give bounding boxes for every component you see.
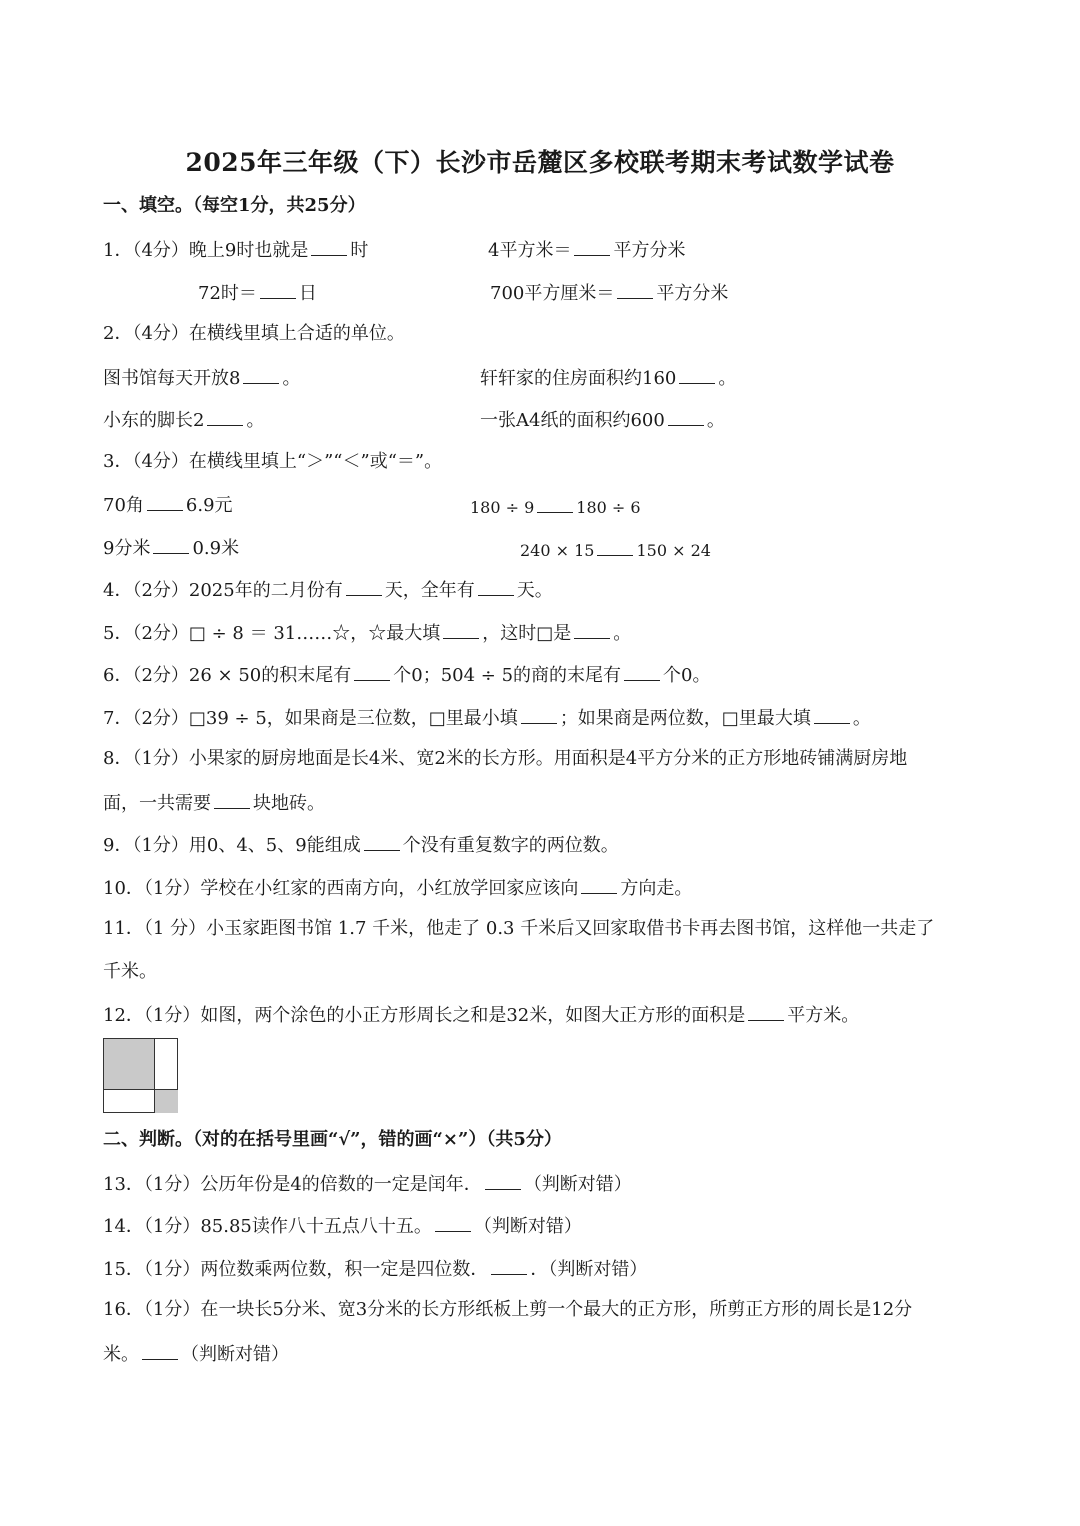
question-14 (103, 1213, 582, 1239)
shaded-square-large (104, 1039, 155, 1090)
question-text: 240 × 15 (520, 541, 595, 560)
question-text: 4平方米＝ (488, 240, 572, 261)
answer-blank[interactable] (597, 537, 633, 556)
question-text: 个0。 (663, 665, 711, 686)
question-text: 图书馆每天开放8 (103, 368, 241, 389)
question-text: 轩轩家的住房面积约160 (480, 368, 677, 389)
question-2d (480, 407, 725, 433)
answer-blank[interactable] (679, 365, 715, 384)
question-text: 180 ÷ 9 (470, 498, 535, 517)
question-11-line2: 千米。 (103, 961, 157, 982)
answer-blank[interactable] (581, 875, 617, 894)
question-text: 72时＝ (198, 283, 257, 304)
question-text: 米。 (103, 1344, 139, 1365)
question-2a (103, 365, 300, 391)
question-text: 个没有重复数字的两位数。 (402, 835, 619, 856)
square-figure (103, 1038, 178, 1113)
question-text: 块地砖。 (253, 793, 325, 814)
question-text: 日 (298, 283, 317, 304)
question-text: 0.9米 (192, 538, 240, 559)
question-3a (103, 492, 233, 518)
answer-blank[interactable] (574, 620, 610, 639)
question-text: 9．（1分）用0、4、5、9能组成 (103, 835, 361, 856)
answer-blank[interactable] (243, 365, 279, 384)
answer-blank[interactable] (435, 1213, 471, 1232)
answer-blank[interactable] (346, 577, 382, 596)
question-text: 天，全年有 (384, 580, 475, 601)
page-title: 2025年三年级（下）长沙市岳麓区多校联考期末考试数学试卷 (185, 148, 895, 177)
answer-blank[interactable] (443, 620, 479, 639)
question-7 (103, 705, 871, 731)
question-6 (103, 662, 711, 688)
question-1a (103, 237, 368, 263)
question-10 (103, 875, 692, 901)
question-text: 时 (350, 240, 369, 261)
question-1b (488, 237, 685, 263)
question-3-stem: 3．（4分）在横线里填上“＞”“＜”或“＝”。 (103, 451, 443, 472)
answer-blank[interactable] (748, 1002, 784, 1021)
question-text: 7．（2分）□39 ÷ 5，如果商是三位数，□里最小填 (103, 708, 518, 729)
answer-blank[interactable] (521, 705, 557, 724)
question-2-stem: 2．（4分）在横线里填上合适的单位。 (103, 323, 405, 344)
question-text: （判断对错） (181, 1344, 289, 1365)
question-text: 5．（2分）□ ÷ 8 ＝ 31……☆，☆最大填 (103, 623, 441, 644)
answer-blank[interactable] (478, 577, 514, 596)
question-text: 14．（1分）85.85读作八十五点八十五。 (103, 1216, 432, 1237)
question-text: 180 ÷ 6 (576, 498, 641, 517)
question-2b (480, 365, 736, 391)
question-text: （判断对错） (473, 1216, 582, 1237)
question-text: 方向走。 (620, 878, 693, 899)
question-text: 。 (852, 708, 871, 729)
question-text: 9分米 (103, 538, 151, 559)
answer-blank[interactable] (491, 1256, 527, 1275)
question-12 (103, 1002, 859, 1028)
answer-blank[interactable] (485, 1171, 521, 1190)
question-13 (103, 1171, 632, 1197)
answer-blank[interactable] (668, 407, 704, 426)
answer-blank[interactable] (153, 535, 189, 554)
question-text: 。 (718, 368, 737, 389)
question-1d (490, 280, 728, 306)
answer-blank[interactable] (311, 237, 347, 256)
question-text: 13．（1分）公历年份是4的倍数的一定是闰年． (103, 1174, 482, 1195)
shaded-square-small (154, 1089, 178, 1113)
answer-blank[interactable] (260, 280, 296, 299)
question-text: 70角 (103, 495, 144, 516)
question-3c (103, 535, 239, 561)
question-2c (103, 407, 264, 433)
question-text: 小东的脚长2 (103, 410, 205, 431)
answer-blank[interactable] (214, 790, 250, 809)
question-3b (470, 494, 641, 520)
question-text: 700平方厘米＝ (490, 283, 615, 304)
question-text: 个0；504 ÷ 5的商的末尾有 (393, 665, 622, 686)
question-8-line2 (103, 790, 325, 816)
answer-blank[interactable] (354, 662, 390, 681)
question-text: ，这时□是 (482, 623, 572, 644)
answer-blank[interactable] (624, 662, 660, 681)
question-16-line1: 16．（1分）在一块长5分米、宽3分米的长方形纸板上剪一个最大的正方形，所剪正方形的周长是12分 (103, 1299, 913, 1320)
question-text: ．（判断对错） (530, 1259, 648, 1280)
question-text: 。 (706, 410, 725, 431)
answer-blank[interactable] (617, 280, 653, 299)
question-text: ；如果商是两位数，□里最大填 (559, 708, 811, 729)
answer-blank[interactable] (814, 705, 850, 724)
question-text: 平方分米 (613, 240, 686, 261)
answer-blank[interactable] (574, 237, 610, 256)
question-5 (103, 620, 631, 646)
question-text: 4．（2分）2025年的二月份有 (103, 580, 343, 601)
question-text: 一张A4纸的面积约600 (480, 410, 665, 431)
answer-blank[interactable] (147, 492, 183, 511)
question-text: 10．（1分）学校在小红家的西南方向，小红放学回家应该向 (103, 878, 579, 899)
question-text: （判断对错） (523, 1174, 632, 1195)
answer-blank[interactable] (537, 494, 573, 513)
question-text: 平方分米 (656, 283, 729, 304)
question-11-line1: 11．（1 分）小玉家距图书馆 1.7 千米，他走了 0.3 千米后又回家取借书卡再去图书馆，这样他一共走了 (103, 918, 935, 939)
question-text: 面，一共需要 (103, 793, 211, 814)
question-text: 。 (613, 623, 632, 644)
question-text: 天。 (516, 580, 553, 601)
question-text: 6．（2分）26 × 50的积末尾有 (103, 665, 352, 686)
question-text: 15．（1分）两位数乘两位数，积一定是四位数． (103, 1259, 489, 1280)
question-1c (198, 280, 317, 306)
answer-blank[interactable] (207, 407, 243, 426)
answer-blank[interactable] (364, 832, 400, 851)
question-text: 平方米。 (787, 1005, 860, 1026)
question-8-line1: 8．（1分）小果家的厨房地面是长4米、宽2米的长方形。用面积是4平方分米的正方形地砖铺满厨房地 (103, 748, 908, 769)
question-3d (520, 537, 711, 563)
question-15 (103, 1256, 647, 1282)
answer-blank[interactable] (142, 1341, 178, 1360)
section-heading-fill-in: 一、填空。（每空1分，共25分） (103, 195, 366, 216)
question-16-line2 (103, 1341, 289, 1367)
question-text: 。 (282, 368, 301, 389)
question-text: 12．（1分）如图，两个涂色的小正方形周长之和是32米，如图大正方形的面积是 (103, 1005, 746, 1026)
question-text: 1．（4分）晚上9时也就是 (103, 240, 309, 261)
section-heading-judgement: 二、判断。（对的在括号里画“√”，错的画“×”）（共5分） (103, 1129, 562, 1150)
question-text: 6.9元 (185, 495, 233, 516)
question-9 (103, 832, 619, 858)
question-4 (103, 577, 553, 603)
question-text: 150 × 24 (636, 541, 711, 560)
question-text: 。 (246, 410, 265, 431)
